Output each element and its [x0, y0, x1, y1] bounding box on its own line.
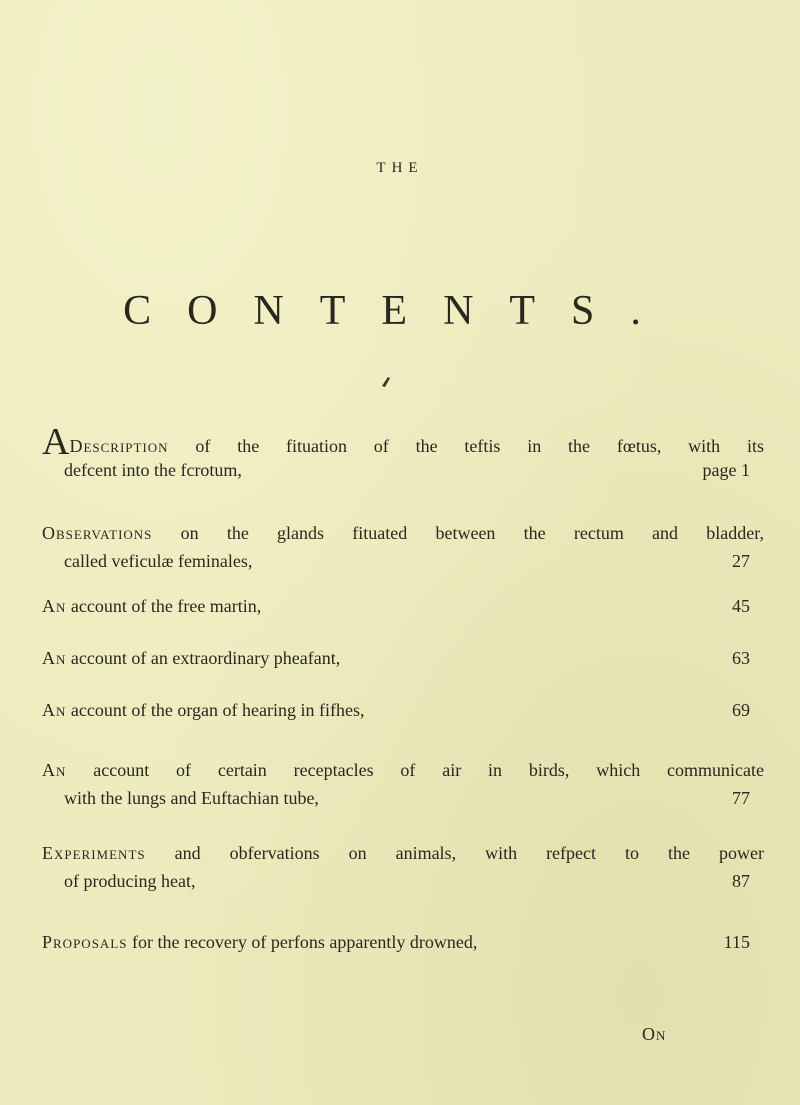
entry-text-continued: defcent into the fcrotum, [64, 460, 242, 480]
entry-line-1 [42, 644, 764, 672]
contents-entry-free-martin [42, 592, 764, 620]
contents-entry-hearing-fishes [42, 696, 764, 724]
ink-mark-icon [382, 377, 390, 387]
entry-line-1 [42, 428, 764, 456]
entry-text: account of certain receptacles of air in birds, which communicate [66, 760, 764, 780]
entry-line-1 [42, 756, 764, 784]
entry-text-continued: with the lungs and Euftachian tube, [64, 788, 319, 808]
contents-entry-observations [42, 519, 764, 575]
entry-text: of the fituation of the teftis in the fœtus, with its [168, 436, 764, 456]
entry-text-continued: called veficulæ feminales, [64, 551, 253, 571]
entry-lead-word: Proposals [42, 932, 128, 952]
page-number: 69 [732, 700, 750, 720]
entry-lead-word: An [42, 648, 67, 668]
entry-text: account of the free martin, [66, 596, 262, 616]
entry-line-2 [42, 867, 764, 895]
page-number: 77 [732, 788, 750, 808]
heading-the: THE [376, 160, 424, 176]
entry-line-2 [42, 456, 764, 484]
entry-lead-word: Observations [42, 523, 153, 543]
contents-entry-pheasant [42, 644, 764, 672]
entry-text: on the glands fituated between the rectum and bladder, [152, 523, 764, 543]
contents-entry-experiments-heat [42, 839, 764, 895]
page-number: 87 [732, 871, 750, 891]
entry-lead-word: Experiments [42, 843, 146, 863]
contents-entry-description [42, 428, 764, 484]
entry-lead-word: Description [69, 436, 169, 456]
entry-lead-word: An [42, 596, 67, 616]
entry-line-1 [42, 839, 764, 867]
page-number: 115 [723, 932, 750, 952]
page-number: 45 [732, 596, 750, 616]
entry-text: account of the organ of hearing in fifhes, [66, 700, 365, 720]
entry-text: for the recovery of perfons apparently drowned, [127, 932, 478, 952]
catchword: On [642, 1024, 667, 1044]
entry-text-continued: of producing heat, [64, 871, 196, 891]
entry-line-2 [42, 547, 764, 575]
entry-line-1 [42, 519, 764, 547]
page-title: CONTENTS. [123, 288, 677, 334]
entry-line-1 [42, 928, 764, 956]
entry-lead-word: An [42, 760, 67, 780]
entry-line-2 [42, 784, 764, 812]
entry-lead-word: An [42, 700, 67, 720]
page-number: page 1 [702, 460, 750, 480]
contents-entry-air-receptacles [42, 756, 764, 812]
entry-text: and obfervations on animals, with refpect to the power [145, 843, 764, 863]
entry-line-1 [42, 696, 764, 724]
page-number: 63 [732, 648, 750, 668]
entry-line-1 [42, 592, 764, 620]
entry-text: account of an extraordinary pheafant, [66, 648, 341, 668]
page-number: 27 [732, 551, 750, 571]
drop-capital: A [42, 428, 70, 456]
contents-entry-proposals-drowned [42, 928, 764, 956]
